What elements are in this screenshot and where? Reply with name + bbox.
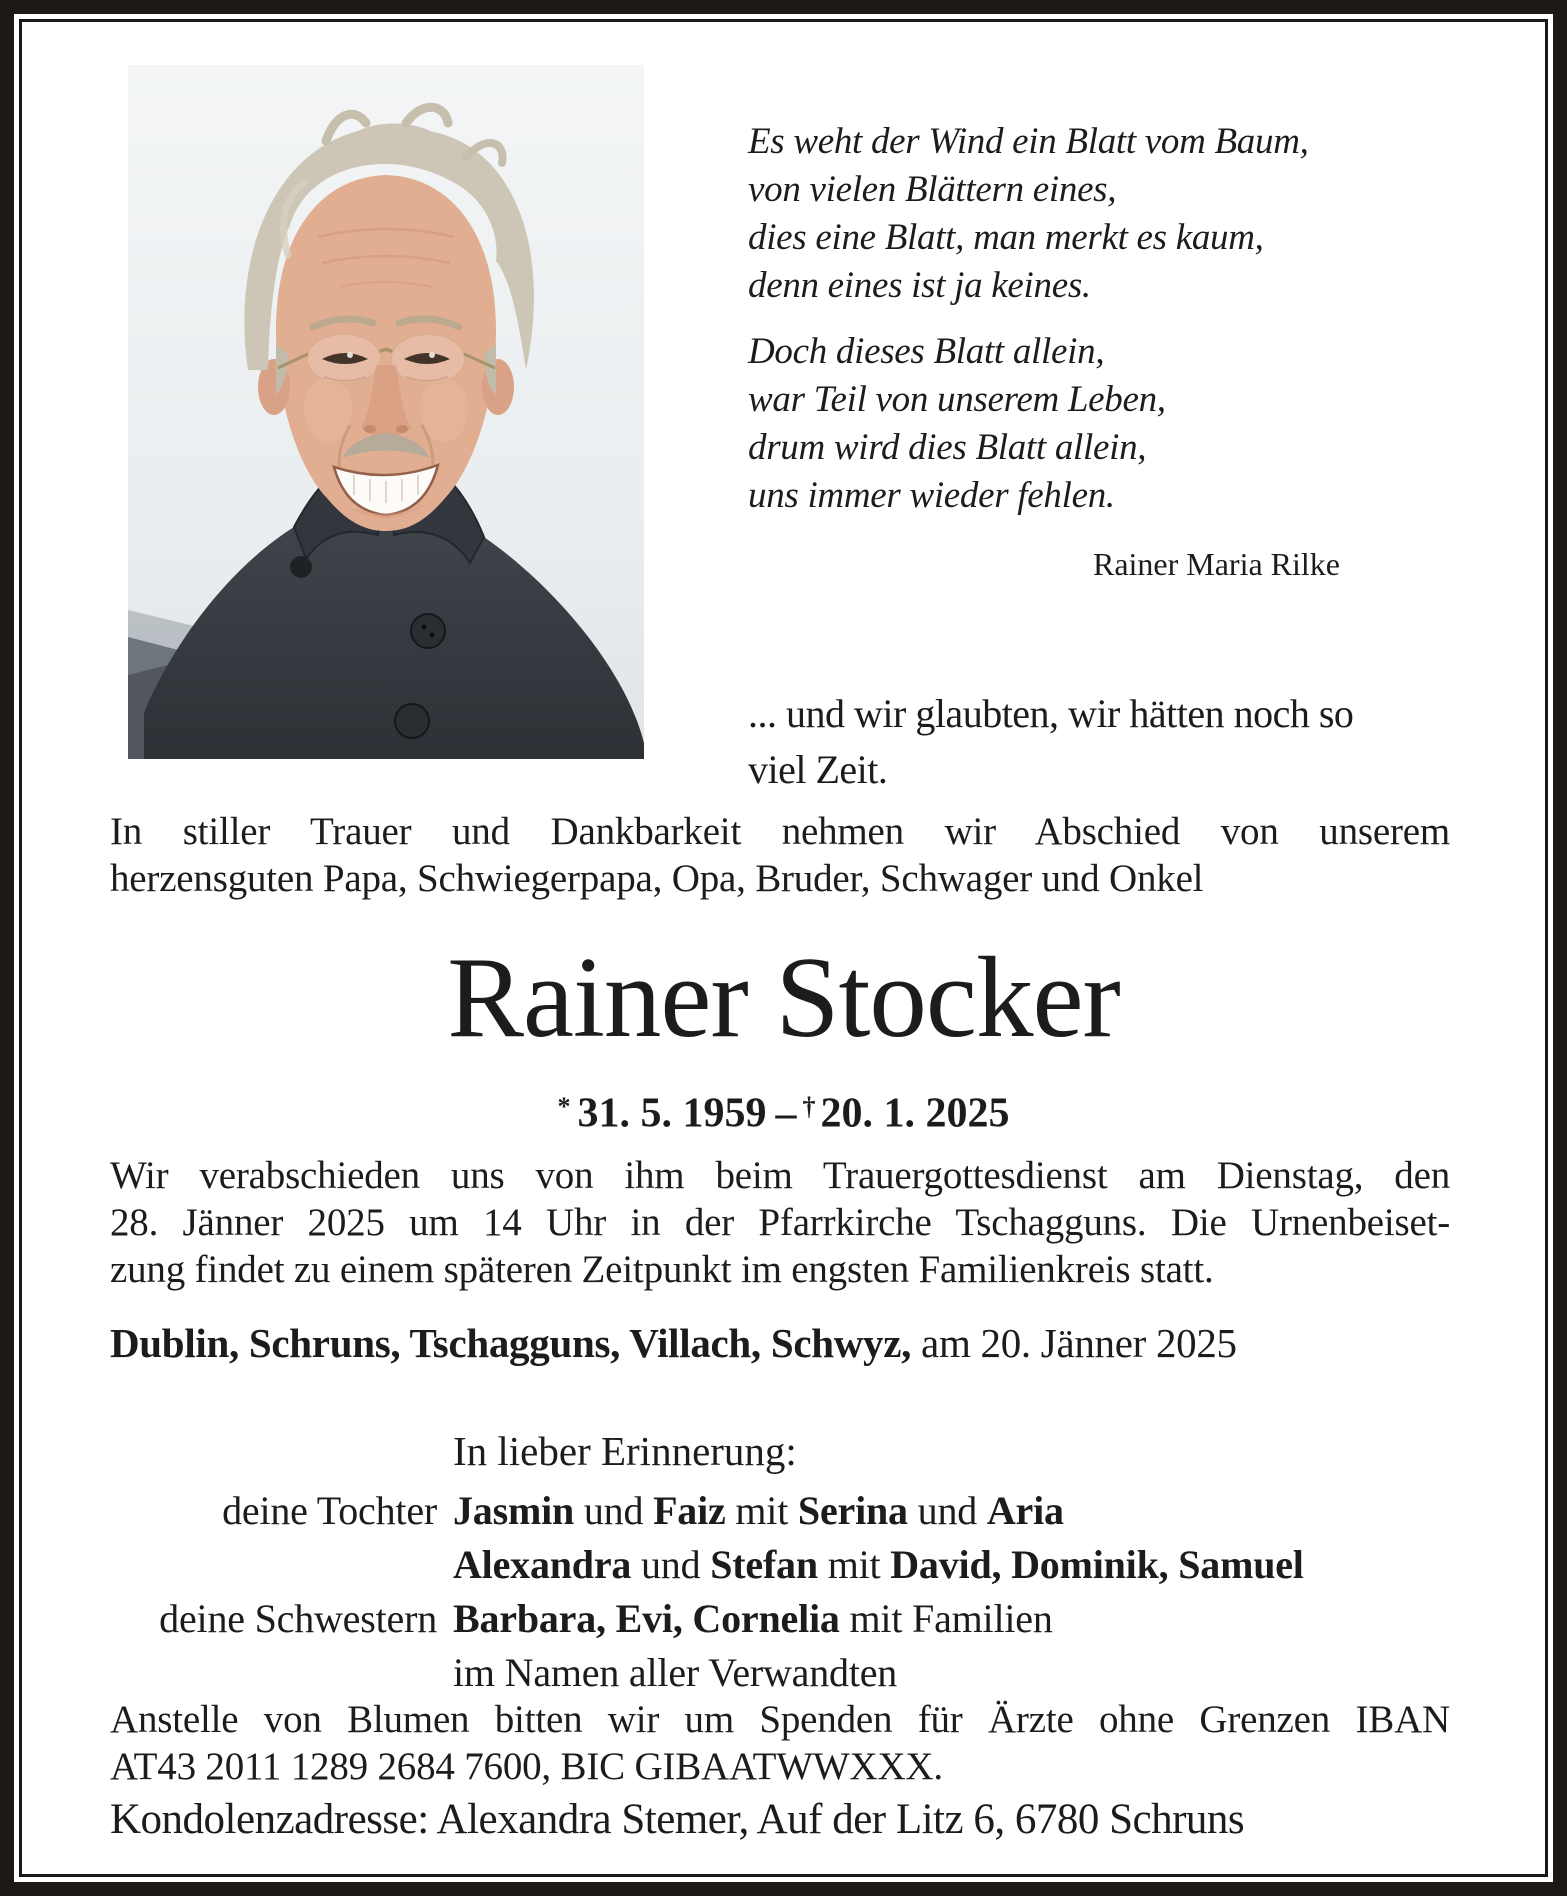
- condolence-address: Kondolenzadresse: Alexandra Stemer, Auf der Litz 6, 6780 Schruns: [110, 1796, 1245, 1843]
- lament-line: viel Zeit.: [748, 747, 888, 792]
- service-line: zung findet zu einem späteren Zeitpunkt im engsten Familienkreis statt.: [110, 1248, 1214, 1291]
- remembrance-row: [97, 1538, 1457, 1592]
- intro-line: In stiller Trauer und Dankbarkeit nehmen wir Abschied von unserem: [110, 810, 1450, 853]
- remembrance-row: [97, 1592, 1457, 1646]
- donation-line: Anstelle von Blumen bitten wir um Spenden für Ärzte ohne Grenzen IBAN: [110, 1698, 1450, 1741]
- donation-line: AT43 2011 1289 2684 7600, BIC GIBAATWWXXX.: [110, 1745, 943, 1788]
- birth-date: 31. 5. 1959: [577, 1090, 767, 1137]
- lament-line: ... und wir glaubten, wir hätten noch so: [748, 691, 1354, 736]
- relation-label: [97, 1538, 437, 1592]
- relation-names: Barbara, Evi, Cornelia mit Familien: [453, 1596, 1053, 1641]
- life-dates: [0, 1082, 1567, 1139]
- relation-label: deine Tochter: [222, 1488, 437, 1533]
- death-date: 20. 1. 2025: [820, 1090, 1010, 1137]
- remembrance-section: [97, 1424, 1457, 1700]
- poem: [748, 118, 1340, 588]
- poem-stanza-2: [748, 328, 1340, 520]
- born-symbol: *: [557, 1092, 571, 1121]
- donation-paragraph: [110, 1696, 1450, 1790]
- poem-line: dies eine Blatt, man merkt es kaum,: [748, 217, 1264, 258]
- remembrance-title: In lieber Erinnerung:: [453, 1428, 797, 1474]
- died-symbol: †: [802, 1092, 816, 1121]
- relation-names: Jasmin und Faiz mit Serina und Aria: [453, 1488, 1064, 1533]
- service-line: 28. Jänner 2025 um 14 Uhr in der Pfarrkirche Tschagguns. Die Urnenbeiset-: [110, 1201, 1450, 1244]
- poem-line: Doch dieses Blatt allein,: [748, 331, 1105, 372]
- deceased-name: Rainer Stocker: [447, 934, 1120, 1061]
- relation-label: deine Schwestern: [159, 1596, 437, 1641]
- intro-paragraph: [110, 808, 1450, 902]
- poem-line: denn eines ist ja keines.: [748, 265, 1091, 306]
- poem-line: uns immer wieder fehlen.: [748, 475, 1115, 516]
- lament-text: [748, 686, 1368, 798]
- relation-names: Alexandra und Stefan mit David, Dominik, Samuel: [453, 1542, 1304, 1587]
- service-line: Wir verabschieden uns von ihm beim Trauergottesdienst am Dienstag, den: [110, 1154, 1450, 1197]
- places-dateline: Dublin, Schruns, Tschagguns, Villach, Schwyz, am 20. Jänner 2025: [110, 1320, 1237, 1366]
- service-paragraph: [110, 1152, 1450, 1293]
- poem-attribution: Rainer Maria Rilke: [1092, 546, 1340, 582]
- portrait-photo-illustration: [128, 65, 644, 759]
- poem-line: von vielen Blättern eines,: [748, 169, 1117, 210]
- dates-separator: –: [775, 1090, 797, 1137]
- remembrance-row: [97, 1646, 1457, 1700]
- relation-names: im Namen aller Verwandten: [453, 1650, 898, 1695]
- poem-stanza-1: [748, 118, 1340, 310]
- poem-line: drum wird dies Blatt allein,: [748, 427, 1147, 468]
- relation-label: [97, 1646, 437, 1700]
- remembrance-row: [97, 1484, 1457, 1538]
- poem-line: Es weht der Wind ein Blatt vom Baum,: [748, 121, 1309, 162]
- intro-line: herzensguten Papa, Schwiegerpapa, Opa, Bruder, Schwager und Onkel: [110, 857, 1204, 900]
- poem-line: war Teil von unserem Leben,: [748, 379, 1166, 420]
- portrait-photo: [128, 65, 644, 759]
